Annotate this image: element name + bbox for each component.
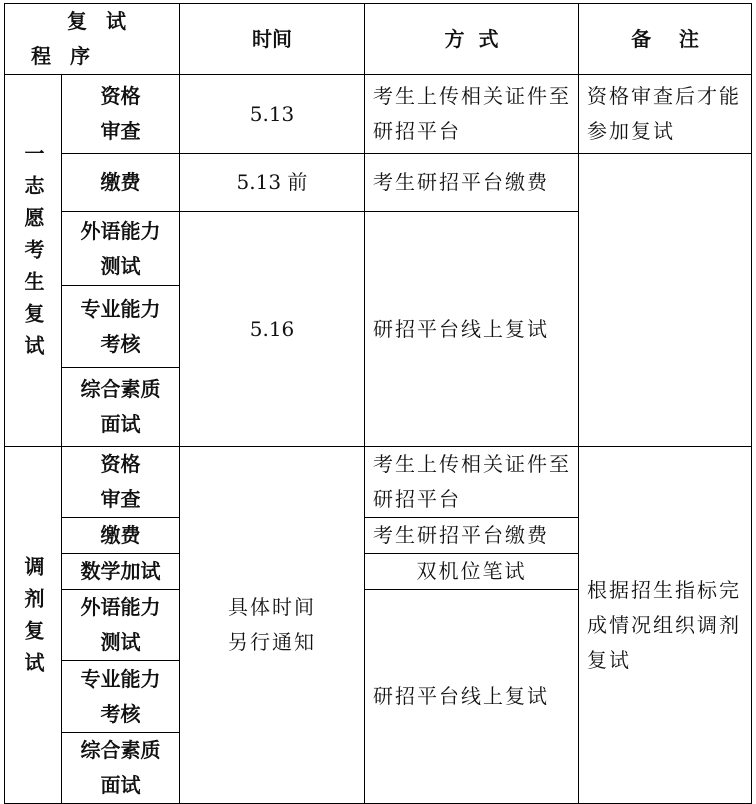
fc-qual-review-time: 5.13 bbox=[180, 75, 365, 154]
header-procedure-line2: 程 序 bbox=[31, 44, 96, 68]
adj-foreign-language-label: 外语能力 测试 bbox=[62, 590, 180, 661]
adj-math-test-label: 数学加试 bbox=[62, 554, 180, 590]
adj-payment-label: 缴费 bbox=[62, 518, 180, 554]
fc-payment-method: 考生研招平台缴费 bbox=[365, 154, 579, 212]
fc-payment-label: 缴费 bbox=[62, 154, 180, 212]
header-time: 时间 bbox=[180, 4, 365, 75]
retest-schedule-table bbox=[4, 3, 752, 804]
header-method: 方 式 bbox=[365, 4, 579, 75]
adj-math-test-method: 双机位笔试 bbox=[365, 554, 579, 590]
adjustment-group-label: 调剂复试 bbox=[5, 447, 62, 804]
header-note: 备 注 bbox=[579, 4, 752, 75]
fc-payment-time: 5.13 前 bbox=[180, 154, 365, 212]
header-procedure bbox=[5, 4, 180, 75]
fc-note-empty bbox=[579, 154, 752, 447]
fc-foreign-language-label: 外语能力 测试 bbox=[62, 212, 180, 286]
first-choice-group-label: 一志愿考生复试 bbox=[5, 75, 62, 447]
adj-time: 具体时间 另行通知 bbox=[180, 447, 365, 804]
adj-professional-label: 专业能力 考核 bbox=[62, 661, 180, 733]
adj-interview-label: 综合素质 面试 bbox=[62, 733, 180, 804]
fc-online-time: 5.16 bbox=[180, 212, 365, 447]
fc-online-method: 研招平台线上复试 bbox=[365, 212, 579, 447]
adj-payment-method: 考生研招平台缴费 bbox=[365, 518, 579, 554]
header-procedure-line1: 复 试 bbox=[67, 9, 132, 33]
adj-note: 根据招生指标完成情况组织调剂复试 bbox=[579, 447, 752, 804]
fc-qual-review-note: 资格审查后才能参加复试 bbox=[579, 75, 752, 154]
adj-qual-review-method: 考生上传相关证件至研招平台 bbox=[365, 447, 579, 518]
fc-interview-label: 综合素质 面试 bbox=[62, 368, 180, 447]
fc-qual-review-label: 资格 审查 bbox=[62, 75, 180, 154]
adj-qual-review-label: 资格 审查 bbox=[62, 447, 180, 518]
fc-professional-label: 专业能力 考核 bbox=[62, 286, 180, 368]
adj-online-method: 研招平台线上复试 bbox=[365, 590, 579, 804]
fc-qual-review-method: 考生上传相关证件至研招平台 bbox=[365, 75, 579, 154]
